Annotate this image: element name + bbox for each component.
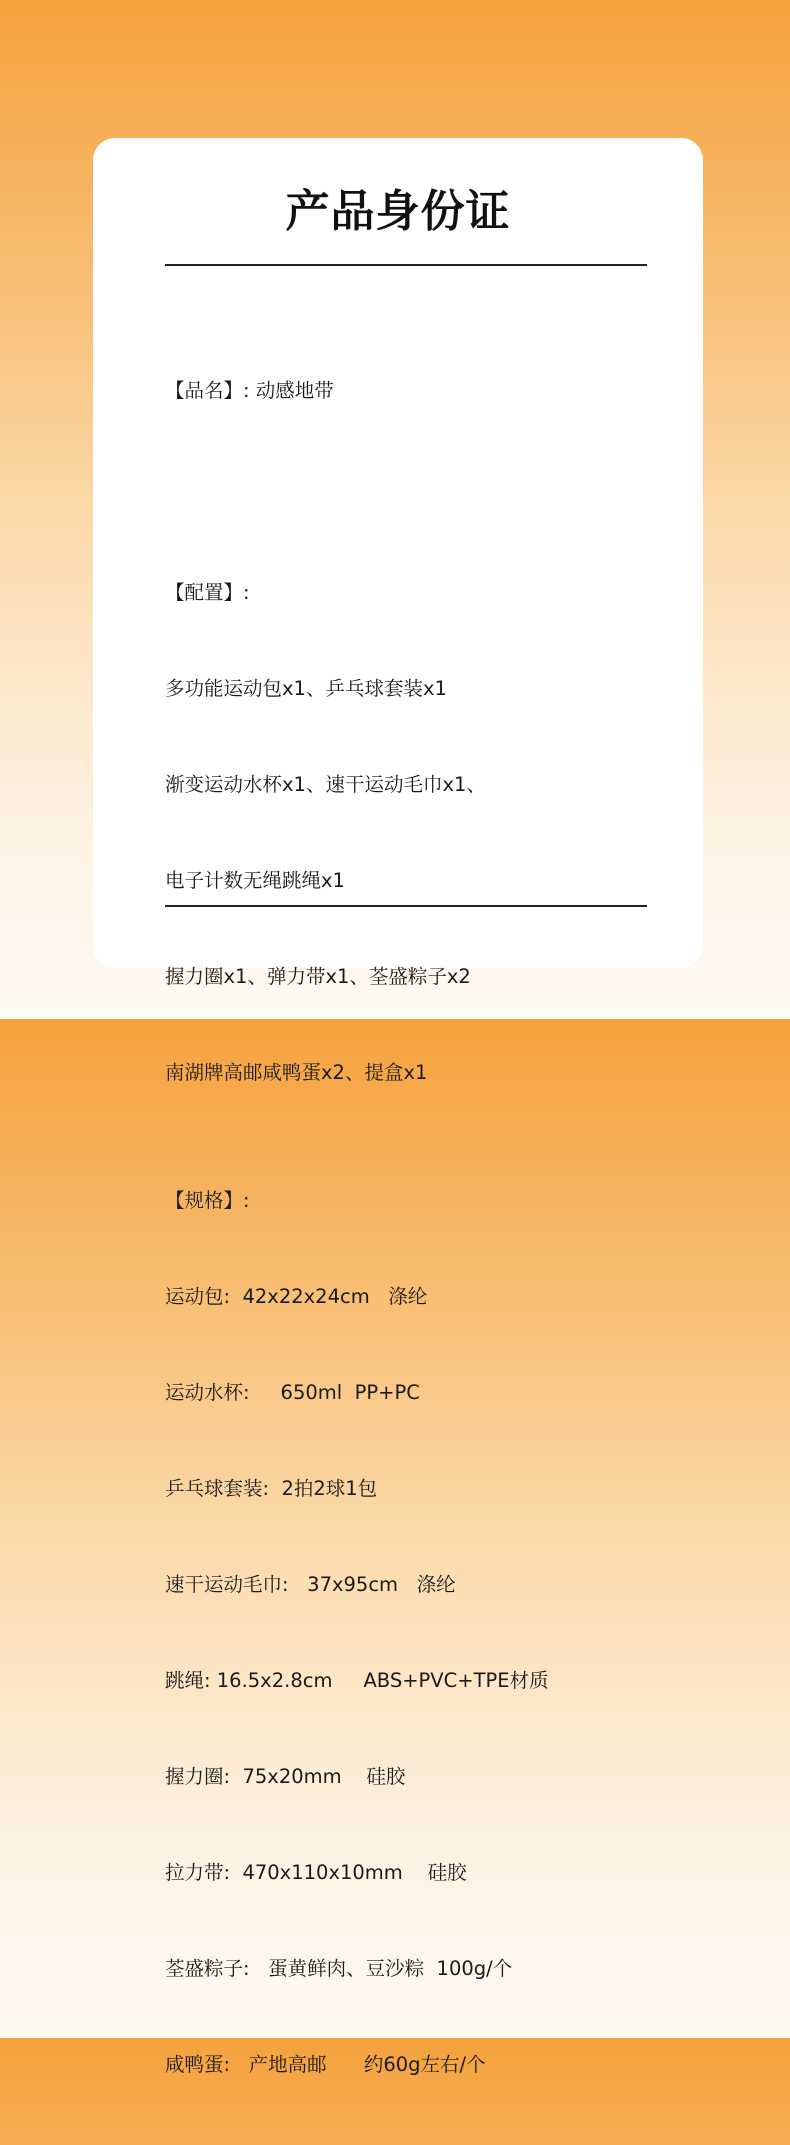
spec-line: 咸鸭蛋: 产地高邮 约60g左右/个 <box>165 2053 486 2076</box>
product-name: 【品名】: 动感地带 <box>165 379 334 402</box>
top-divider <box>165 264 647 266</box>
page-title: 产品身份证 <box>285 186 511 237</box>
config-line: 握力圈x1、弹力带x1、荃盛粽子x2 <box>165 965 471 988</box>
spec-line: 拉力带: 470x110x10mm 硅胶 <box>165 1861 467 1884</box>
specs-heading: 【规格】: <box>165 1189 250 1212</box>
spec-line: 运动水杯: 650ml PP+PC <box>165 1381 420 1404</box>
product-id-card <box>93 138 703 2076</box>
product-details <box>165 311 665 2145</box>
spec-line: 运动包: 42x22x24cm 涤纶 <box>165 1285 428 1308</box>
config-line: 渐变运动水杯x1、速干运动毛巾x1、 <box>165 773 486 796</box>
spacer <box>165 471 665 481</box>
config-line: 多功能运动包x1、乒乓球套装x1 <box>165 677 447 700</box>
config-line: 电子计数无绳跳绳x1 <box>165 869 345 892</box>
config-heading: 【配置】: <box>165 581 250 604</box>
bottom-divider <box>165 905 647 907</box>
config-line: 南湖牌高邮咸鸭蛋x2、提盒x1 <box>165 1061 428 1084</box>
spec-line: 乒乓球套装: 2拍2球1包 <box>165 1477 378 1500</box>
spec-line: 握力圈: 75x20mm 硅胶 <box>165 1765 406 1788</box>
spec-line: 跳绳: 16.5x2.8cm ABS+PVC+TPE材质 <box>165 1669 549 1692</box>
spec-line: 速干运动毛巾: 37x95cm 涤纶 <box>165 1573 456 1596</box>
spec-line: 荃盛粽子: 蛋黄鲜肉、豆沙粽 100g/个 <box>165 1957 513 1980</box>
